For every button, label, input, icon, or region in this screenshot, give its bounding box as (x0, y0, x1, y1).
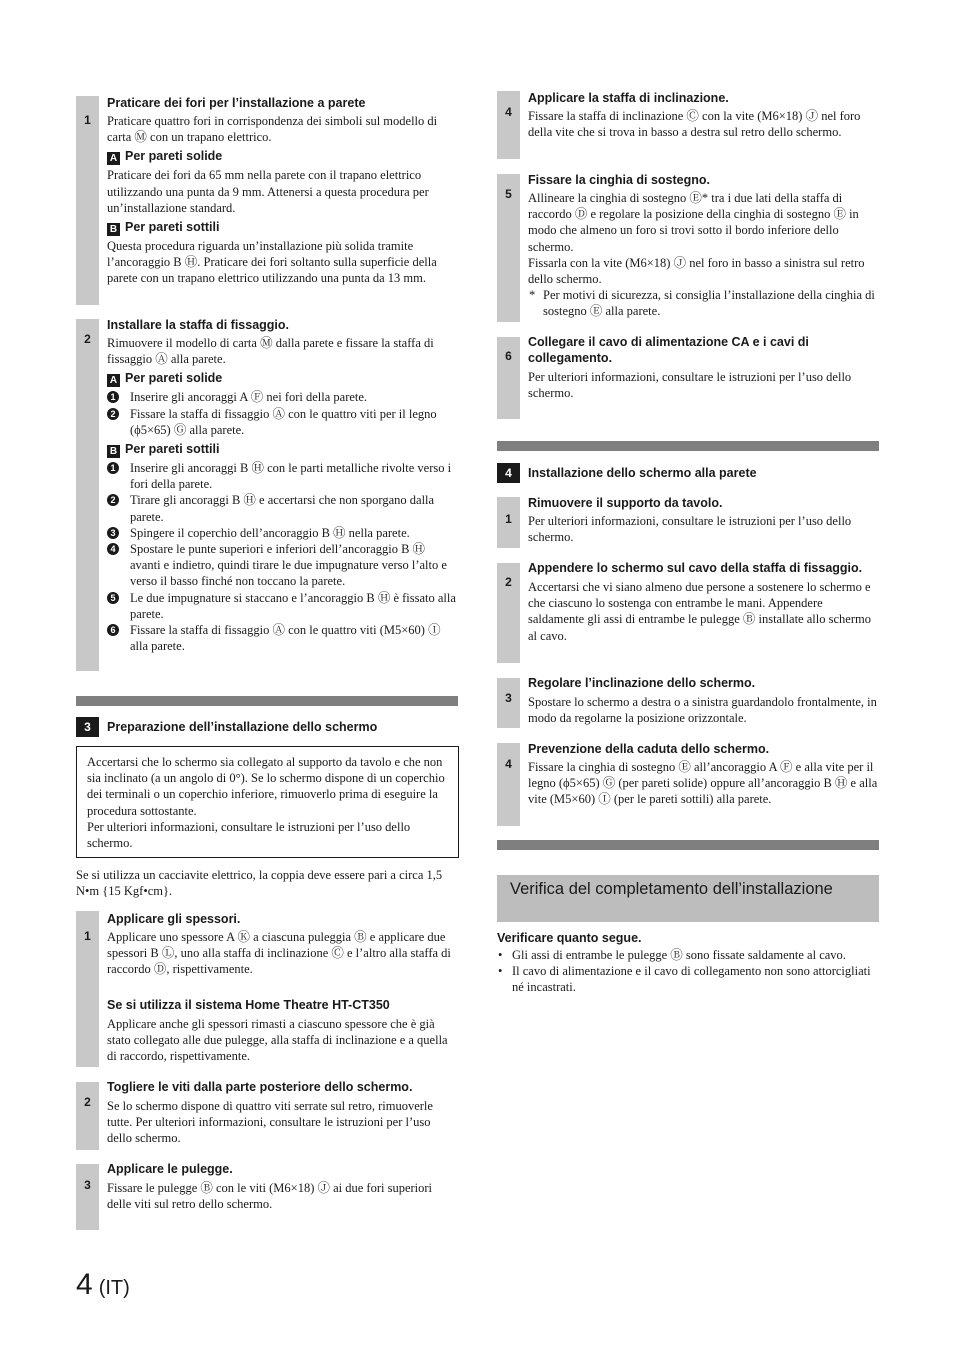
step-remove-screws (76, 1082, 458, 1150)
subheading-solid-walls: A Per pareti solide (107, 370, 458, 387)
step-title: Rimuovere il supporto da tavolo. (528, 496, 723, 510)
step-text: Allineare la cinghia di sostegno Ⓔ* tra i due lati della staffa di raccordo Ⓓ e regolare la posizione della cinghia di sostegno Ⓔ in modo che almeno un foro si trovi sotto il bordo inferiore dello schermo. (528, 191, 859, 254)
note-box (76, 746, 459, 858)
section-title: Installazione dello schermo alla parete (528, 466, 757, 480)
list-item: 1 Inserire gli ancoraggi A Ⓕ nei fori della parete. (107, 389, 458, 405)
step-number: 2 (84, 332, 91, 346)
number-bullet-icon: 1 (107, 391, 119, 403)
subheading-solid-walls: A Per pareti solide (107, 148, 458, 165)
section-3-header (76, 717, 458, 737)
step-title: Togliere le viti dalla parte posteriore dello schermo. (107, 1080, 413, 1094)
step-number: 4 (505, 105, 512, 119)
step-number: 1 (84, 113, 91, 127)
step-adjust-tilt (497, 678, 879, 728)
step-prevent-fall (497, 743, 879, 826)
list-item: 6 Fissare la staffa di fissaggio Ⓐ con le quattro viti (M5×60) Ⓘ alla parete. (107, 622, 458, 654)
step-2-install-bracket (76, 319, 458, 671)
step-text: Applicare uno spessore A Ⓚ a ciascuna puleggia Ⓑ e applicare due spessori B Ⓛ, uno alla staffa di inclinazione Ⓒ e l’altro alla staffa di raccordo Ⓓ, rispettivamente. (107, 930, 451, 977)
step-title: Applicare gli spessori. (107, 912, 241, 926)
step-number: 6 (505, 349, 512, 363)
section-number: 4 (497, 463, 520, 483)
step-6-connect-cables (497, 337, 879, 419)
step-number: 2 (505, 575, 512, 589)
step-number: 3 (84, 1178, 91, 1192)
step-apply-spacers (76, 911, 458, 1067)
list-item: 4 Spostare le punte superiori e inferiori dell’ancoraggio B Ⓗ avanti e indietro, quindi tirare le due impugnature verso l’alto e verso il basso finché non toccano la parete. (107, 541, 458, 590)
number-bullet-icon: 3 (107, 527, 119, 539)
step-text: Per ulteriori informazioni, consultare le istruzioni per l’uso dello schermo. (528, 370, 852, 401)
step-text: Fissare la cinghia di sostegno Ⓔ all’ancoraggio A Ⓕ e alla vite per il legno (ϕ5×65) Ⓖ (per pareti solide) oppure all’ancoraggio B Ⓗ e alla vite (M5×60) Ⓘ (per le pareti sottili) alla parete. (528, 760, 878, 807)
step-text: Se lo schermo dispone di quattro viti serrate sul retro, rimuoverle tutte. Per ulteriori informazioni, consultare le istruzioni per l’uso dello schermo. (107, 1099, 433, 1146)
note-text: Accertarsi che lo schermo sia collegato al supporto da tavolo e che non sia inclinato (a un angolo di 0°). Se lo schermo dispone di un coperchio dei terminali o un coperchio inferiore, rimuoverlo prima di eseguire la procedura sottostante. (87, 755, 445, 818)
list-item: 5 Le due impugnature si staccano e l’ancoraggio B Ⓗ è fissato alla parete. (107, 590, 458, 622)
step-apply-pulleys (76, 1164, 458, 1230)
step-title: Praticare dei fori per l’installazione a parete (107, 96, 366, 110)
step-text: Accertarsi che vi siano almeno due persone a sostenere lo schermo e che ciascuno lo sostenga con entrambe le mani. Appendere saldamente gli assi di entrambe le pulegge Ⓑ installate allo schermo al cavo. (528, 580, 871, 643)
step-text: Fissarla con la vite (M6×18) Ⓙ nel foro in basso a sinistra sul retro dello schermo. (528, 255, 865, 287)
list-item: 2 Tirare gli ancoraggi B Ⓗ e accertarsi che non sporgano dalla parete. (107, 492, 458, 524)
list-item: 2 Fissare la staffa di fissaggio Ⓐ con le quattro viti per il legno (ϕ5×65) Ⓖ alla parete. (107, 406, 458, 438)
step-title: Applicare le pulegge. (107, 1162, 233, 1176)
step-text: Fissare le pulegge Ⓑ con le viti (M6×18) Ⓙ ai due fori superiori delle viti sul retro dello schermo. (107, 1181, 433, 1212)
step-text: Praticare dei fori da 65 mm nella parete con il trapano elettrico utilizzando una punta da 9 mm. Attenersi a questa procedura per un’installazione standard. (107, 168, 429, 215)
step-remove-stand (497, 497, 879, 548)
footnote: * Per motivi di sicurezza, si consiglia l’installazione della cinghia di sostegno Ⓔ alla parete. (529, 288, 875, 319)
number-bullet-icon: 1 (107, 462, 119, 474)
step-title: Applicare la staffa di inclinazione. (528, 91, 729, 105)
step-title: Fissare la cinghia di sostegno. (528, 173, 710, 187)
verify-heading: Verifica del completamento dell’installazione (497, 875, 879, 922)
step-number: 1 (505, 512, 512, 526)
subheading-thin-walls: B Per pareti sottili (107, 441, 458, 458)
page-number: 4 (IT) (76, 1268, 130, 1301)
number-bullet-icon: 5 (107, 592, 119, 604)
verify-lead: Verificare quanto segue. (497, 931, 642, 945)
section-divider (76, 696, 458, 706)
step-title: Installare la staffa di fissaggio. (107, 318, 290, 332)
step-text: Praticare quattro fori in corrispondenza dei simboli sul modello di carta Ⓜ con un trapano elettrico. (107, 114, 438, 145)
step-text: Applicare anche gli spessori rimasti a ciascuno spessore che è già stato collegato alle due pulegge, alla staffa di inclinazione e a quella di raccordo, rispettivamente. (107, 1016, 448, 1064)
step-number: 4 (505, 757, 512, 771)
letter-a-icon: A (107, 152, 120, 165)
list-item: • Gli assi di entrambe le pulegge Ⓑ sono fissate saldamente al cavo. (498, 948, 846, 962)
step-4-tilt-bracket (497, 91, 879, 159)
step-text: Fissare la staffa di inclinazione Ⓒ con la vite (M6×18) Ⓙ nel foro della vite che si trova in basso a destra sul retro dello schermo. (528, 109, 861, 140)
step-number: 2 (84, 1095, 91, 1109)
section-title: Preparazione dell’installazione dello schermo (107, 720, 378, 734)
step-text: Questa procedura riguarda un’installazione più solida tramite l’ancoraggio B Ⓗ. Praticare dei fori soltanto sulla superficie della parete con un trapano elettrico utilizzando una punta da 13 mm. (107, 239, 437, 286)
subheading-thin-walls: B Per pareti sottili (107, 219, 458, 236)
step-number: 3 (505, 691, 512, 705)
step-hang-screen (497, 563, 879, 663)
step-5-support-belt (497, 174, 879, 322)
note-text: Per ulteriori informazioni, consultare le istruzioni per l’uso dello schermo. (87, 819, 411, 851)
section-number: 3 (76, 717, 99, 737)
step-title: Regolare l’inclinazione dello schermo. (528, 676, 756, 690)
step-text: Spostare lo schermo a destra o a sinistra guardandolo frontalmente, in modo da regolarne la posizione orizzontale. (528, 695, 877, 726)
letter-b-icon: B (107, 223, 120, 236)
section-divider (497, 441, 879, 451)
list-item: 3 Spingere il coperchio dell’ancoraggio B Ⓗ nella parete. (107, 525, 458, 541)
step-title: Collegare il cavo di alimentazione CA e i cavi di collegamento. (528, 335, 809, 365)
section-divider (497, 840, 879, 850)
letter-b-icon: B (107, 445, 120, 458)
step-number: 5 (505, 187, 512, 201)
section-4-header (497, 463, 879, 483)
step-1-drill-holes (76, 96, 458, 305)
number-bullet-icon: 6 (107, 624, 119, 636)
list-item: • Il cavo di alimentazione e il cavo di collegamento non sono attorcigliati né incastrati. (498, 964, 871, 995)
step-text: Per ulteriori informazioni, consultare le istruzioni per l’uso dello schermo. (528, 514, 852, 545)
number-bullet-icon: 2 (107, 408, 119, 420)
asterisk-mark: * (529, 288, 536, 303)
number-bullet-icon: 4 (107, 543, 119, 555)
step-text: Rimuovere il modello di carta Ⓜ dalla parete e fissare la staffa di fissaggio Ⓐ alla parete. (107, 336, 434, 367)
letter-a-icon: A (107, 374, 120, 387)
step-title: Prevenzione della caduta dello schermo. (528, 742, 770, 756)
step-subtitle: Se si utilizza il sistema Home Theatre HT-CT350 (107, 997, 390, 1012)
step-title: Appendere lo schermo sul cavo della staffa di fissaggio. (528, 561, 863, 575)
bullet-mark: • (498, 948, 503, 962)
list-item: 1 Inserire gli ancoraggi B Ⓗ con le parti metalliche rivolte verso i fori della parete. (107, 460, 458, 492)
step-number: 1 (84, 929, 91, 943)
torque-text: Se si utilizza un cacciavite elettrico, la coppia deve essere pari a circa 1,5 N•m {15 Kgf•cm}. (76, 868, 443, 899)
verify-list (497, 947, 879, 996)
number-bullet-icon: 2 (107, 494, 119, 506)
bullet-mark: • (498, 964, 503, 979)
